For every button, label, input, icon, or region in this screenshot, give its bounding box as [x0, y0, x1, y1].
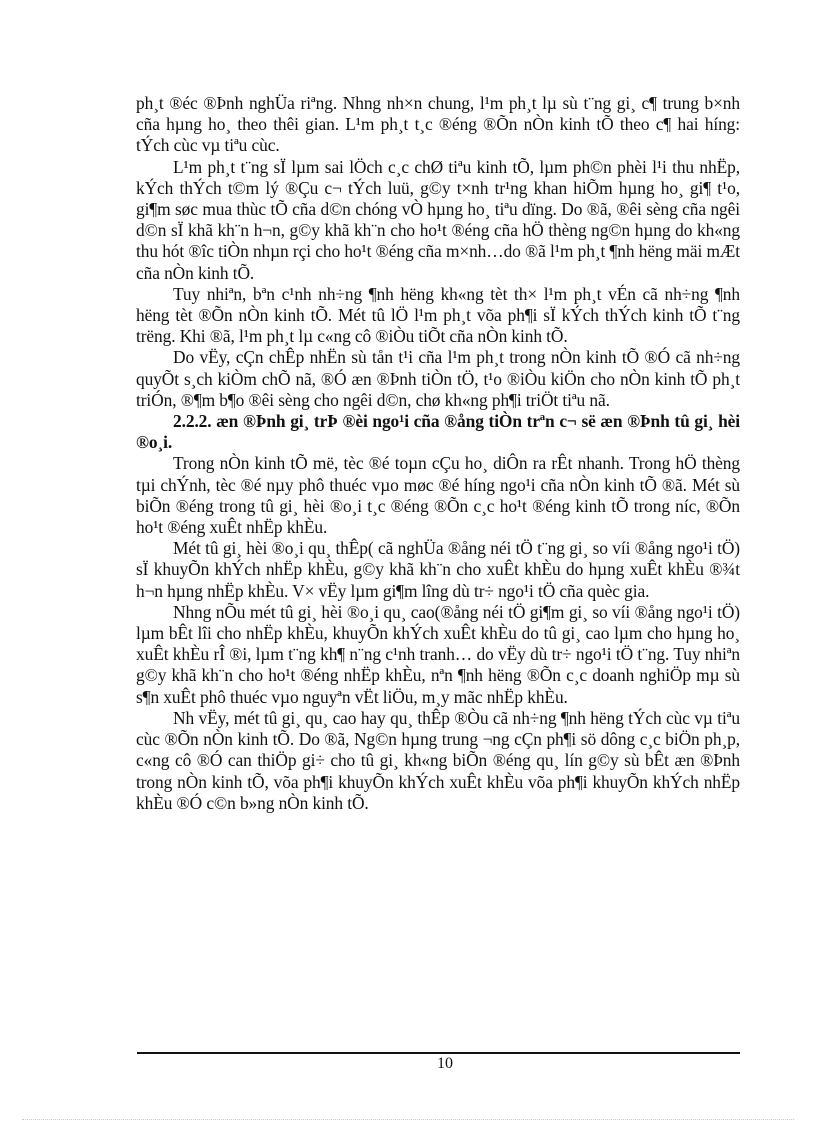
document-body — [136, 93, 740, 814]
page-number: 10 — [437, 1055, 453, 1072]
paragraph-lam-phat-negative: L¹m ph¸t t¨ng sÏ lµm sai lÖch c¸c chØ tiªu kinh tÕ, lµm ph©n phèi l¹i thu nhËp, kÝch thÝch t©m lý ®Çu c¬ tÝch luü, g©y t×nh tr¹ng khan hiÕm hµng ho¸ gi¶ t¹o, gi¶m søc mua thùc tÕ cña d©n chóng vÒ hµng ho¸ tiªu dïng. Do ®ã, ®êi sèng cña ngêi d©n sÏ khã kh¨n h¬n, g©y khã kh¨n cho ho¹t ®éng cña hÖ thèng ng©n hµng do kh«ng thu hót ®îc tiÒn nhµn rçi cho ho¹t ®éng cña m×nh…do ®ã l¹m ph¸t ¶nh hëng mäi mÆt cña nÒn kinh tÕ. — [136, 156, 740, 283]
footer-divider — [137, 1052, 740, 1054]
paragraph-low-exchange-rate: Mét tû gi¸ hèi ®o¸i qu¸ thÊp( cã nghÜa ®ång néi tÖ t¨ng gi¸ so víi ®ång ngo¹i tÖ) sÏ khuyÕn khÝch nhËp khÈu, g©y khã kh¨n cho xuÊt khÈu do hµng xuÊt khÈu ®¾t h¬n hµng nhËp khÈu. V× vËy lµm gi¶m lîng dù tr÷ ngo¹i tÖ cña quèc gia. — [136, 538, 740, 601]
paragraph-high-exchange-rate: Nhng nÕu mét tû gi¸ hèi ®o¸i qu¸ cao(®ång néi tÖ gi¶m gi¸ so víi ®ång ngo¹i tÖ) lµm bÊt lîi cho nhËp khÈu, khuyÕn khÝch xuÊt khÈu do tû gi¸ cao lµm cho hµng ho¸ xuÊt khÈu rÎ ®i, lµm t¨ng kh¶ n¨ng c¹nh tranh… do vËy dù tr÷ ngo¹i tÖ t¨ng. Tuy nhiªn g©y khã kh¨n cho ho¹t ®éng nhËp khÈu, nªn ¶nh hëng ®Õn c¸c doanh nghiÖp mµ sù s¶n xuÊt phô thuéc vµo nguyªn vËt liÖu, m¸y mãc nhËp khÈu. — [136, 601, 740, 707]
paragraph-central-bank: Nh vËy, mét tû gi¸ qu¸ cao hay qu¸ thÊp ®Òu cã nh÷ng ¶nh hëng tÝch cùc vµ tiªu cùc ®Õn nÒn kinh tÕ. Do ®ã, Ng©n hµng trung ¬ng cÇn ph¶i sö dông c¸c biÖn ph¸p, c«ng cô ®Ó can thiÖp gi÷ cho tû gi¸ kh«ng biÕn ®éng qu¸ lín g©y sù bÊt æn ®Þnh trong nÒn kinh tÕ, võa ph¶i khuyÕn khÝch xuÊt khÈu võa ph¶i khuyÕn khÝch nhËp khÈu ®Ó c©n b»ng nÒn kinh tÕ. — [136, 707, 740, 813]
page-bottom-border — [22, 1119, 794, 1120]
paragraph-open-economy: Trong nÒn kinh tÕ më, tèc ®é toµn cÇu ho¸ diÔn ra rÊt nhanh. Trong hÖ thèng tµi chÝnh, tèc ®é nµy phô thuéc vµo møc ®é híng ngo¹i cña nÒn kinh tÕ ®ã. Mét sù biÕn ®éng trong tû gi¸ hèi ®o¸i t¸c ®éng ®Õn c¸c ho¹t ®éng kinh tÕ trong níc, ®Õn ho¹t ®éng xuÊt nhËp khÈu. — [136, 453, 740, 538]
section-heading: 2.2.2. æn ®Þnh gi¸ trÞ ®èi ngo¹i cña ®ång tiÒn trªn c¬ së æn ®Þnh tû gi¸ hèi ®o¸i. — [136, 411, 740, 453]
paragraph-lam-phat-conclusion: Do vËy, cÇn chÊp nhËn sù tån t¹i cña l¹m ph¸t trong nÒn kinh tÕ ®Ó cã nh÷ng quyÕt s¸ch kiÒm chÕ nã, ®Ó æn ®Þnh tiÒn tÖ, t¹o ®iÒu kiÖn cho nÒn kinh tÕ ph¸t triÓn, ®¶m b¶o ®êi sèng cho ngêi d©n, chø kh«ng ph¶i triÖt tiªu nã. — [136, 347, 740, 410]
paragraph-lam-phat-positive: Tuy nhiªn, bªn c¹nh nh÷ng ¶nh hëng kh«ng tèt th× l¹m ph¸t vÉn cã nh÷ng ¶nh hëng tèt ®Õn nÒn kinh tÕ. Mét tû lÖ l¹m ph¸t võa ph¶i sÏ kÝch thÝch kinh tÕ t¨ng trëng. Khi ®ã, l¹m ph¸t lµ c«ng cô ®iÒu tiÕt cña nÒn kinh tÕ. — [136, 283, 740, 347]
paragraph-lam-phat-definition: ph¸t ®éc ®Þnh nghÜa riªng. Nhng nh×n chung, l¹m ph¸t lµ sù t¨ng gi¸ c¶ trung b×nh cña hµng ho¸ theo thêi gian. L¹m ph¸t t¸c ®éng ®Õn nÒn kinh tÕ theo c¶ hai híng: tÝch cùc vµ tiªu cùc. — [136, 93, 740, 156]
